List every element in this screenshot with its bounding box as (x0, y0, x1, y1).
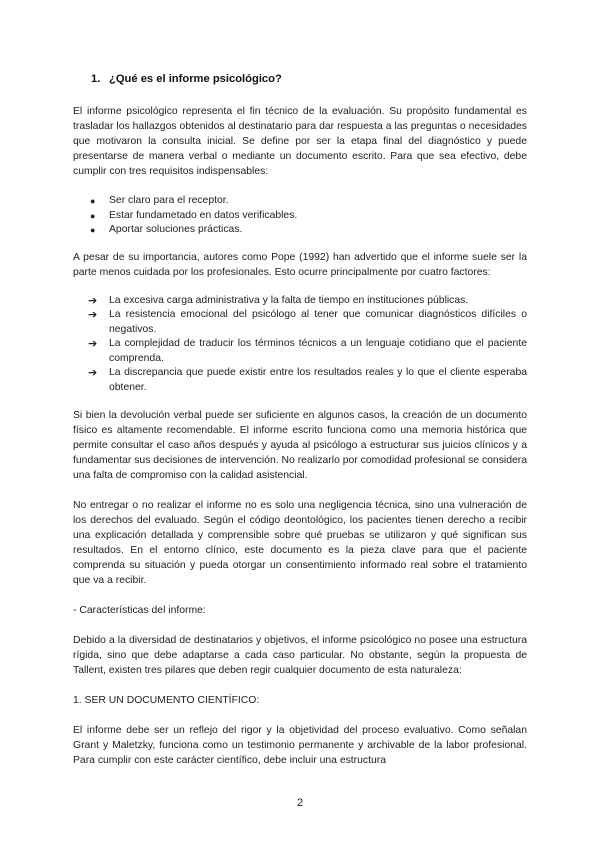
requisitos-list (73, 194, 527, 238)
list-item (73, 194, 527, 209)
heading-title: ¿Qué es el informe psicológico? (109, 73, 282, 85)
list-item-text: Estar fundametado en datos verificables. (109, 209, 298, 221)
list-item (73, 223, 527, 238)
arrow-right-icon: ➔ (88, 309, 98, 321)
list-item-text: La complejidad de traducir los términos técnicos a un lenguaje cotidiano que el paciente comprenda. (109, 338, 527, 364)
list-item-text: Ser claro para el receptor. (109, 195, 229, 206)
arrow-right-icon: ➔ (88, 338, 98, 350)
arrow-right-icon: ➔ (88, 294, 98, 307)
list-item (73, 366, 527, 395)
paragraph-devolucion: Si bien la devolución verbal puede ser suficiente en algunos casos, la creación de un documento físico es altamente recomendable. El informe escrito funciona como una memoria histórica que permite consultar el caso años después y ayuda al psicólogo a estructurar sus juicios clínicos y a fundamentar sus decisiones de intervención. No realizarlo por comodidad profesional se considera una falta de compromiso con la calidad asistencial. (73, 410, 527, 481)
caracteristicas-label: - Características del informe: (73, 605, 206, 616)
section-heading (91, 72, 527, 87)
bullet-icon: ● (90, 225, 96, 235)
paragraph-no-entregar: No entregar o no realizar el informe no es solo una negligencia técnica, sino una vulneración de los derechos del evaluado. Según el código deontológico, los pacientes tienen derecho a recibir una explicación detallada y comprensible sobre qué pruebas se utilizaron y qué significan sus resultados. En el entorno clínico, este documento es la pieza clave para que el paciente comprenda su situación y pueda otorgar un consentimiento informado real sobre el tratamiento que va a recibir. (73, 500, 527, 586)
arrow-right-icon: ➔ (88, 367, 98, 379)
paragraph-pope: A pesar de su importancia, autores como Pope (1992) han advertido que el informe suele ser la parte menos cuidada por los profesionales. Esto ocurre principalmente por cuatro factores: (73, 251, 527, 278)
list-item-text: La discrepancia que puede existir entre los resultados reales y lo que el cliente esperaba obtener. (109, 367, 527, 393)
page-content (73, 72, 527, 768)
bullet-icon: ● (90, 196, 96, 206)
heading-number: 1. (91, 73, 101, 85)
paragraph-intro: El informe psicológico representa el fin técnico de la evaluación. Su propósito fundamental es trasladar los hallazgos obtenidos al destinatario para dar respuesta a las preguntas o necesidades que motivaron la consulta inicial. Se define por ser la etapa final del diagnóstico y puede presentarse de manera verbal o mediante un documento escrito. Para que sea efectivo, debe cumplir con tres requisitos indispensables: (73, 106, 527, 177)
bullet-icon: ● (90, 210, 96, 221)
paragraph-reflejo: El informe debe ser un reflejo del rigor y la objetividad del proceso evaluativo. Como señalan Grant y Maletzky, funciona como un testimonio permanente y archivable de la labor profesional. Para cumplir con este carácter científico, debe incluir una estructura (73, 725, 527, 766)
factores-list (73, 294, 527, 396)
list-item (73, 294, 527, 309)
list-item (73, 308, 527, 337)
cientifico-label: 1. SER UN DOCUMENTO CIENTÍFICO: (73, 695, 260, 706)
list-item-text: La resistencia emocional del psicólogo al tener que comunicar diagnósticos difíciles o negativos. (109, 309, 527, 335)
list-item (73, 209, 527, 224)
list-item-text: La excesiva carga administrativa y la falta de tiempo en instituciones públicas. (109, 294, 469, 306)
list-item (73, 337, 527, 366)
page-number: 2 (296, 797, 304, 809)
list-item-text: Aportar soluciones prácticas. (109, 224, 243, 235)
paragraph-diversidad: Debido a la diversidad de destinatarios y objetivos, el informe psicológico no posee una estructura rígida, sino que debe adaptarse a cada caso particular. No obstante, según la propuesta de Tallent, existen tres pilares que deben regir cualquier documento de esta naturaleza: (73, 635, 527, 676)
